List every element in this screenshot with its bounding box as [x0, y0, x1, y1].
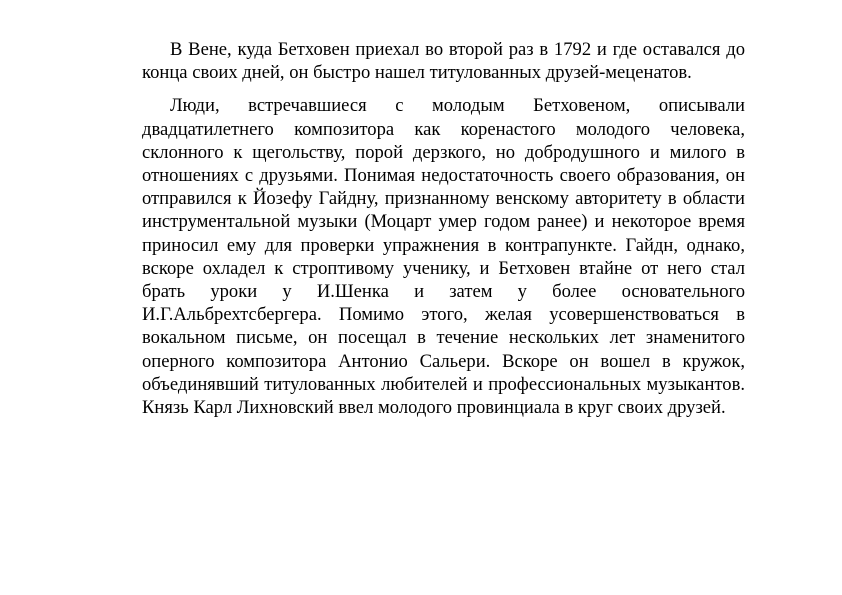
paragraph-young-beethoven: Люди, встречавшиеся с молодым Бетховеном, описывали двадцатилетнего композитора как коренастого молодого человека, склонного к щегольству, порой дерзкого, но добродушного и милого в отношениях с друзьями. Понимая недостаточность своего образования, он отправился к Йозефу Гайдну, признанному венскому авторитету в области инструментальной музыки (Моцарт умер годом ранее) и некоторое время приносил ему для проверки упражнения в контрапункте. Гайдн, однако, вскоре охладел к строптивому ученику, и Бетховен втайне от него стал брать уроки у И.Шенка и затем у более основательного И.Г.Альбрехтсбергера. Помимо этого, желая усовершенствоваться в вокальном письме, он посещал в течение нескольких лет знаменитого оперного композитора Антонио Сальери. Вскоре он вошел в кружок, объединявший титулованных любителей и профессиональных музыкантов. Князь Карл Лихновский ввел молодого провинциала в круг своих друзей. [142, 95, 745, 419]
paragraph-vienna-arrival: В Вене, куда Бетховен приехал во второй раз в 1792 и где оставался до конца своих дней, он быстро нашел титулованных друзей-меценатов. [142, 39, 745, 84]
document-body [142, 38, 745, 419]
